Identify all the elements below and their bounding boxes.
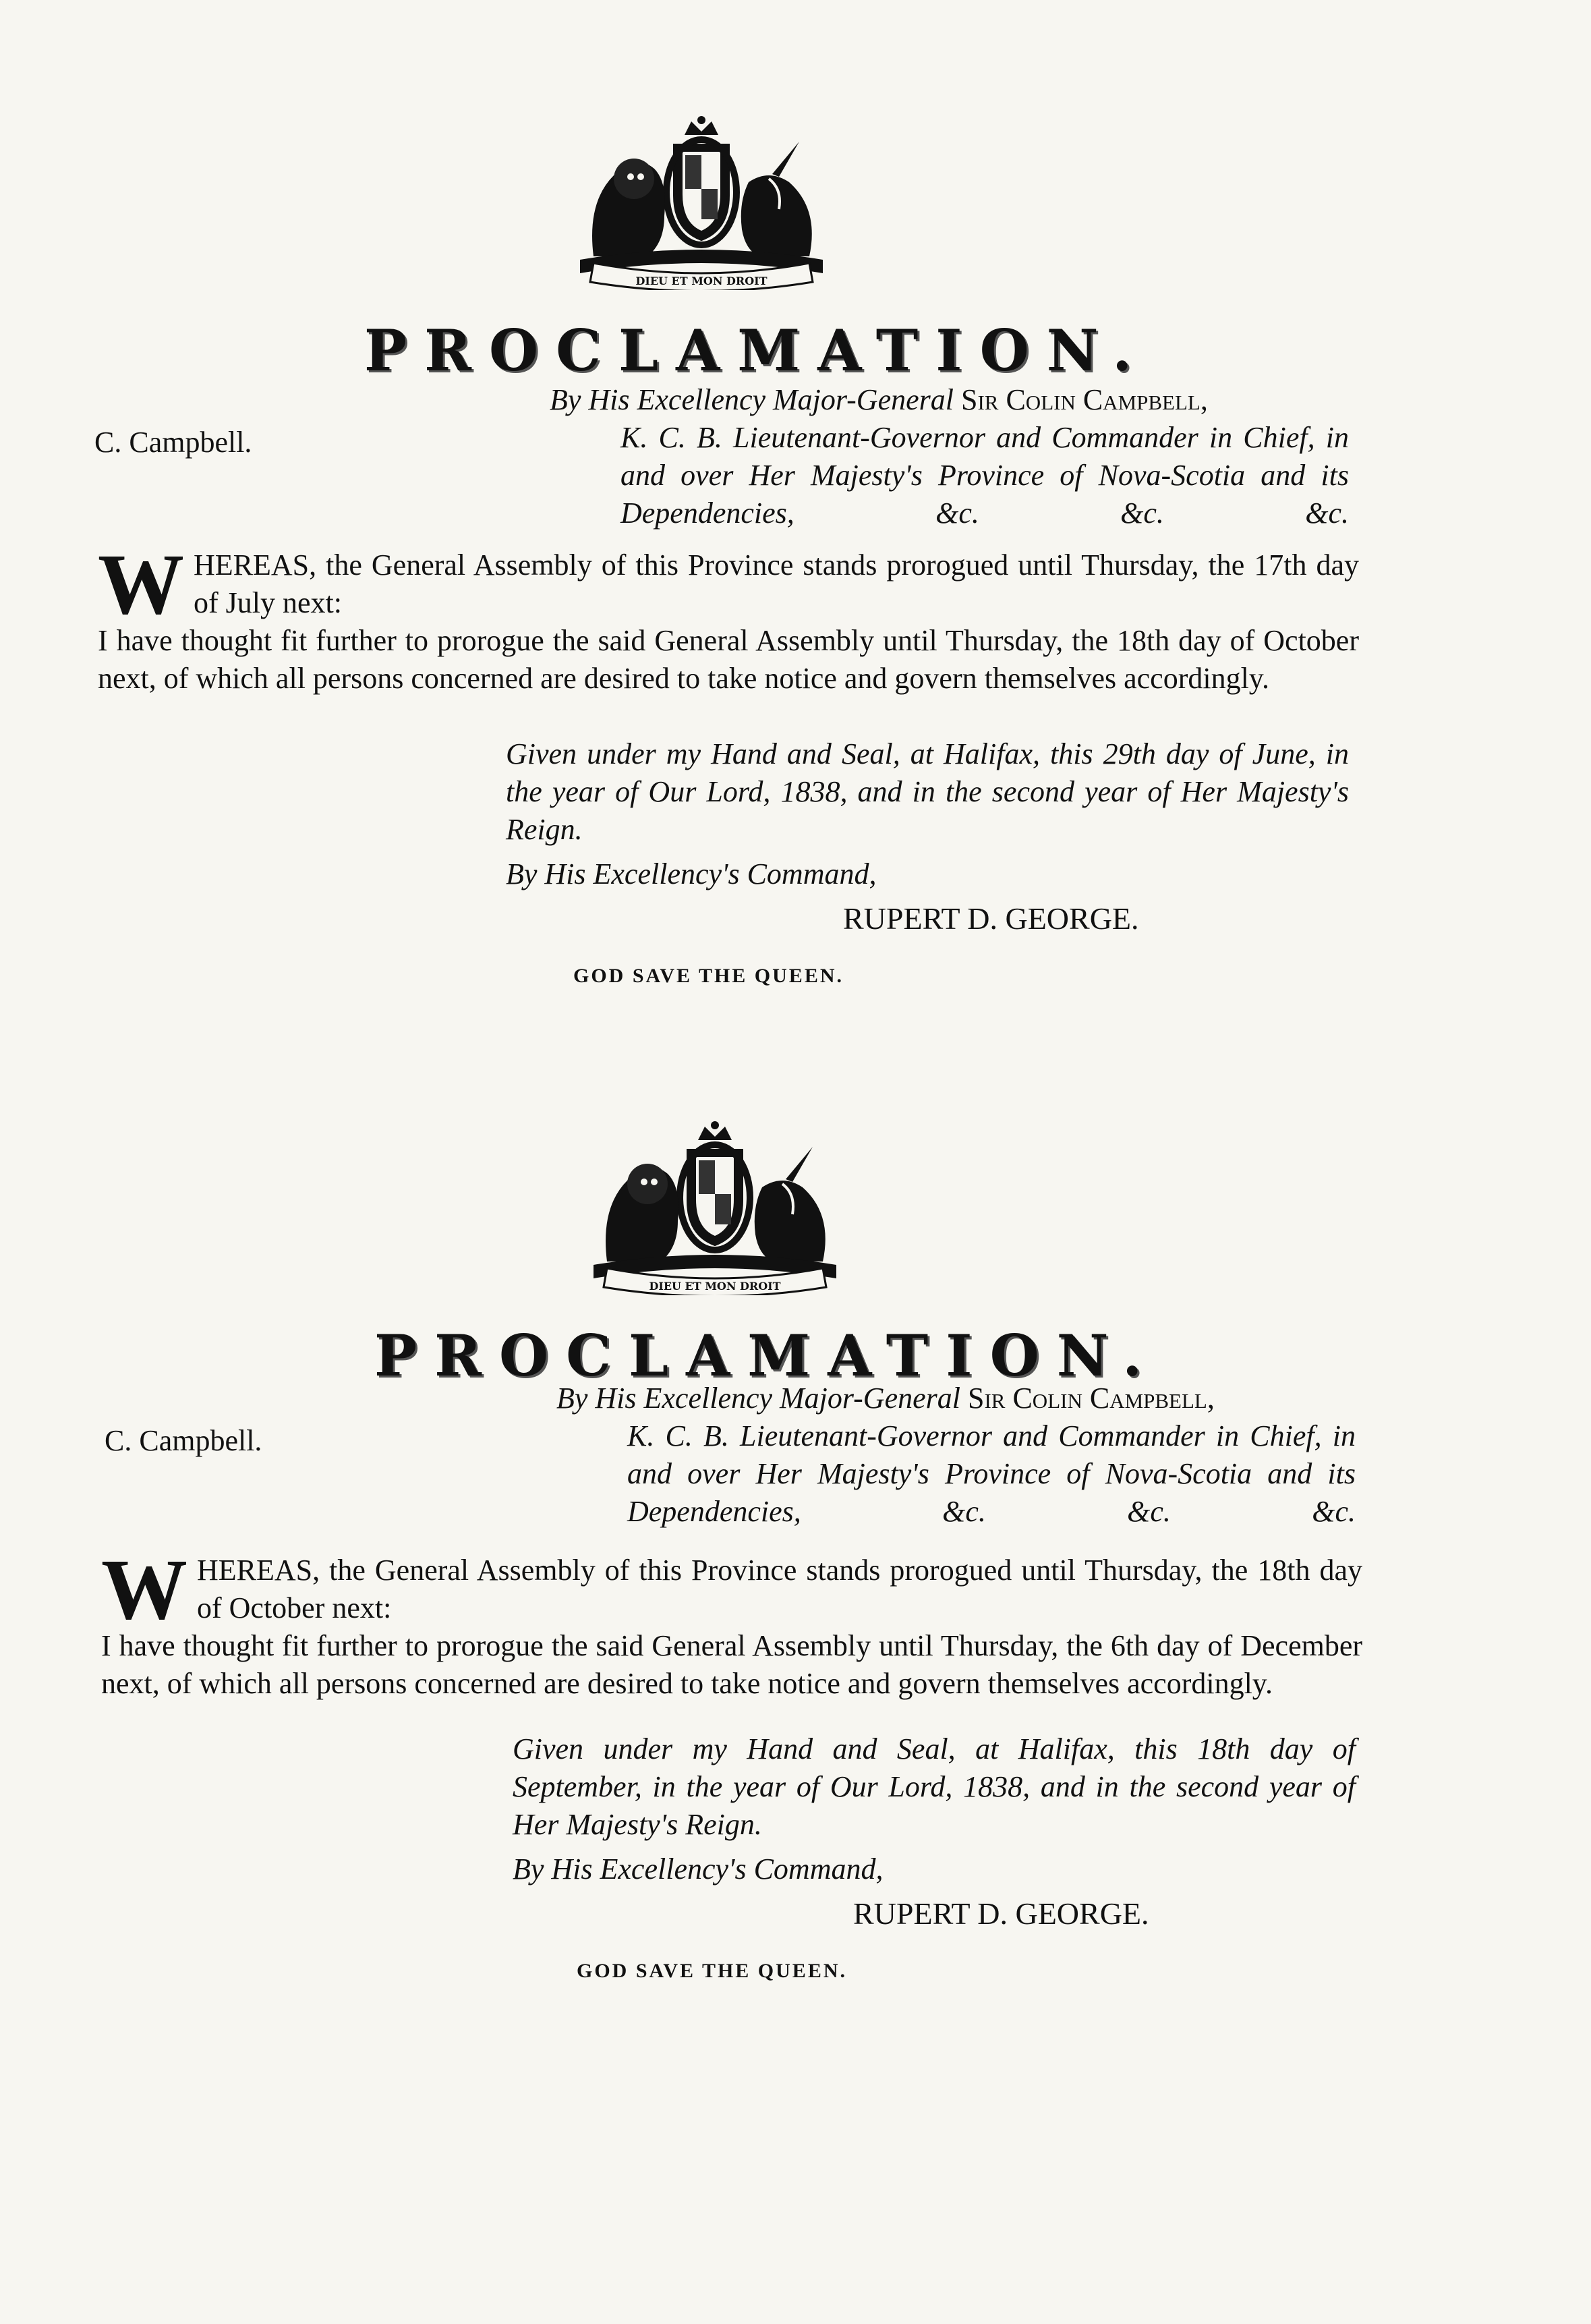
whereas-clause: HEREAS, the General Assembly of this Province stands prorogued until Thursday, the 17th day of July next: <box>194 548 1359 619</box>
motto-text: DIEU ET MON DROIT <box>635 275 768 287</box>
god-save-the-queen: GOD SAVE THE QUEEN. <box>573 965 844 987</box>
secretary-name: RUPERT D. GEORGE. <box>843 901 1139 936</box>
resolution-clause: I have thought fit further to prorogue the said General Assembly until Thursday, the 6th day of December next, of which all persons concerned are desired to take notice and govern themselves accordingly. <box>101 1629 1362 1700</box>
byline <box>550 381 1349 532</box>
byline-rest: K. C. B. Lieutenant-Governor and Commander in Chief, in and over Her Majesty's Province of Nova-Scotia and its Dependencies, &c. &c. &c. <box>627 1419 1356 1528</box>
motto-text: DIEU ET MON DROIT <box>649 1280 781 1293</box>
given-clause: Given under my Hand and Seal, at Halifax, this 29th day of June, in the year of Our Lord, 1838, and in the second year of Her Majesty's Reign. <box>506 737 1349 846</box>
byline <box>556 1380 1356 1531</box>
drop-cap: W <box>98 536 184 632</box>
byline-lead: By His Excellency Major-General <box>556 1382 968 1415</box>
proclamation-body <box>101 1541 1362 1703</box>
byline-name: Sir Colin Campbell, <box>967 1382 1215 1415</box>
command-line: By His Excellency's Command, <box>513 1852 884 1886</box>
signer-name: C. Campbell. <box>94 426 252 459</box>
whereas-clause: HEREAS, the General Assembly of this Province stands prorogued until Thursday, the 18th day of October next: <box>197 1554 1362 1624</box>
royal-coat-of-arms-icon <box>567 115 836 290</box>
proclamation-heading: PROCLAMATION. <box>364 317 1150 384</box>
secretary-name: RUPERT D. GEORGE. <box>853 1896 1149 1931</box>
byline-lead: By His Excellency Major-General <box>550 383 961 416</box>
drop-cap: W <box>101 1541 187 1637</box>
proclamation-body <box>98 536 1359 698</box>
command-line: By His Excellency's Command, <box>506 857 877 890</box>
byline-name: Sir Colin Campbell, <box>960 383 1208 416</box>
given-clause: Given under my Hand and Seal, at Halifax, this 18th day of September, in the year of Our Lord, 1838, and in the second year of Her Majesty's Reign. <box>513 1732 1356 1841</box>
royal-coat-of-arms-icon <box>580 1120 850 1295</box>
god-save-the-queen: GOD SAVE THE QUEEN. <box>577 1960 847 1982</box>
byline-rest: K. C. B. Lieutenant-Governor and Commander in Chief, in and over Her Majesty's Province of Nova-Scotia and its Dependencies, &c. &c. &c. <box>620 421 1349 530</box>
signer-name: C. Campbell. <box>105 1424 262 1457</box>
resolution-clause: I have thought fit further to prorogue the said General Assembly until Thursday, the 18th day of October next, of which all persons concerned are desired to take notice and govern themselves accordingly. <box>98 624 1359 695</box>
proclamation-heading: PROCLAMATION. <box>374 1322 1160 1389</box>
